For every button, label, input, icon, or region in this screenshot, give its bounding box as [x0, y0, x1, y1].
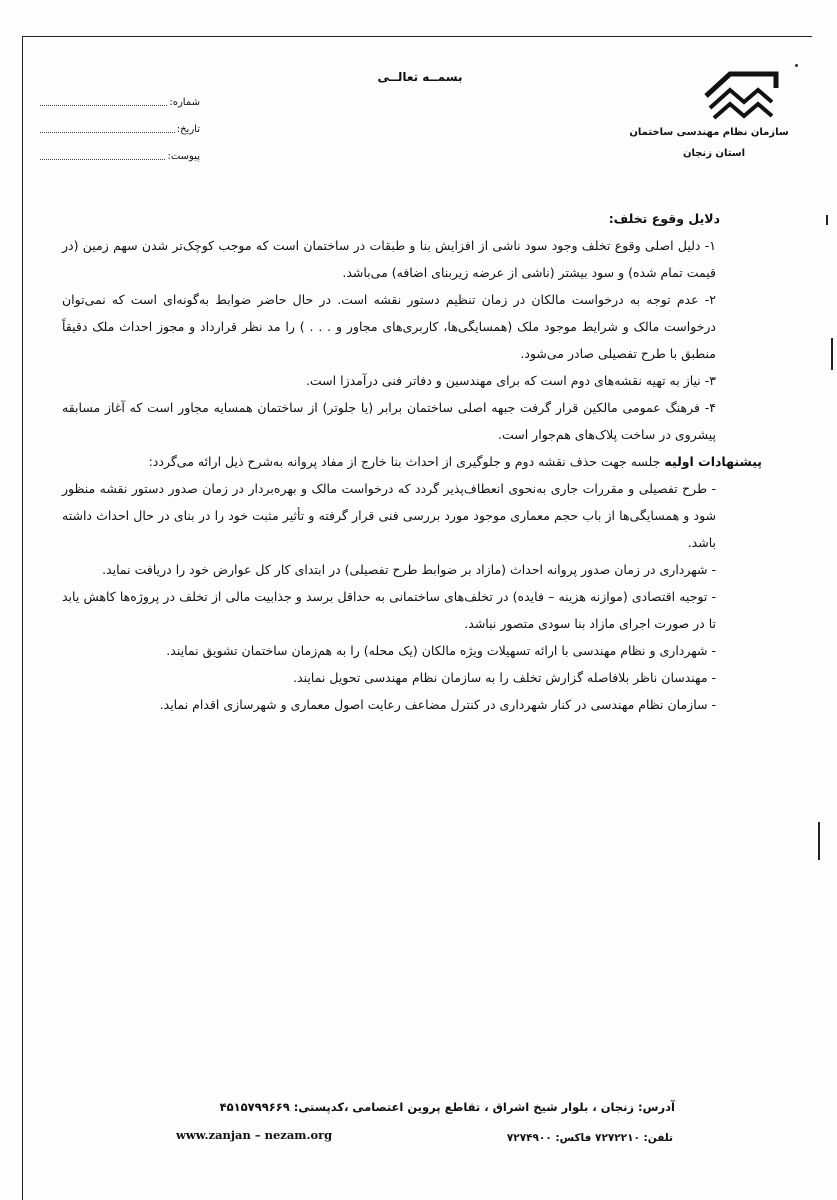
- reason-item-3: ۳- نیاز به تهیه نقشه‌های دوم است که برای مهندسین و دفاتر فنی درآمدزا است.: [305, 373, 716, 388]
- footer-website: www.zanjan – nezam.org: [176, 1128, 333, 1142]
- letter-number-field: [40, 97, 200, 108]
- letter-body: [62, 205, 762, 718]
- suggestion-item-6: - سازمان نظام مهندسی در کنار شهرداری در کنترل مضاعف رعایت اصول معماری و شهرسازی اقدام نماید.: [159, 697, 716, 712]
- letter-date-label: تاریخ:: [176, 124, 200, 135]
- nezam-logo-icon: [700, 66, 780, 122]
- dotted-line: [40, 97, 167, 106]
- letter-number-label: شماره:: [169, 97, 200, 108]
- reason-item-4: ۴- فرهنگ عمومی مالکین قرار گرفت جبهه اصلی ساختمان برابر (یا جلوتر) از ساختمان همسایه مجاور است که آغاز مسابقه پیشروی در ساخت پلاک‌های هم‌جوار است.: [62, 400, 716, 442]
- suggestions-heading: پیشنهادات اولیه: [664, 454, 762, 469]
- footer-address: آدرس: زنجان ، بلوار شیخ اشراق ، تقاطع پروین اعتصامی ،کدپستی: ۴۵۱۵۷۹۹۶۶۹: [219, 1100, 675, 1114]
- letter-date-field: [40, 124, 200, 135]
- org-name: سازمان نظام مهندسی ساختمان: [629, 127, 789, 138]
- suggestion-item-5: - مهندسان ناظر بلافاصله گزارش تخلف را به سازمان نظام مهندسی تحویل نمایند.: [293, 670, 716, 685]
- suggestions-intro: [62, 448, 762, 475]
- dotted-line: [40, 124, 175, 133]
- suggestions-intro-text: جلسه جهت حذف نقشه دوم و جلوگیری از احداث بنا خارج از مفاد پروانه به‌شرح ذیل ارائه می‌گردد:: [148, 454, 665, 469]
- suggestion-item-1: - طرح تفصیلی و مقررات جاری به‌نحوی انعطاف‌پذیر گردد که درخواست مالک و بهره‌بردار در زمان صدور دستور نقشه منظور شود و همسایگی‌ها از باب حجم معماری موجود مورد بررسی فنی قرار گرفته و تأثیر مثبت خود را در بنای در حال احداث داشته باشد.: [62, 481, 716, 550]
- reasons-heading: دلایل وقوع تخلف:: [608, 211, 720, 226]
- org-province: استان زنجان: [682, 148, 746, 159]
- suggestion-item-4: - شهرداری و نظام مهندسی با ارائه تسهیلات ویژه مالکان (یک محله) را به هم‌زمان ساختمان تشویق نمایند.: [166, 643, 716, 658]
- letter-attachment-field: [40, 151, 200, 162]
- dotted-line: [40, 151, 165, 160]
- reason-item-2: ۲- عدم توجه به درخواست مالکان در زمان تنظیم دستور نقشه است. در حال حاضر ضوابط به‌گونه‌ای است که نمی‌توان درخواست مالک و شرایط موجود ملک (همسایگی‌ها، کاربری‌های مجاور و . . . ) را مد نظر قرارداد و مجوز احداث ملک دقیقاً منطبق با طرح تفصیلی صادر می‌شود.: [62, 292, 716, 361]
- footer-phones: تلفن: ۷۲۷۲۲۱۰ فاکس: ۷۲۷۴۹۰۰: [506, 1132, 673, 1144]
- scan-dot: [795, 64, 798, 67]
- scan-edge-mark: [831, 338, 833, 370]
- scan-edge-mark: [818, 822, 820, 860]
- basmala-heading: بسمــه تعالــی: [377, 70, 463, 84]
- reason-item-1: ۱- دلیل اصلی وقوع تخلف وجود سود ناشی از افزایش بنا و طبقات در ساختمان است که موجب کوچک‌تر شدن سهم زمین (در قیمت تمام شده) و سود بیشتر (ناشی از عرضه زیربنای اضافه) می‌باشد.: [62, 238, 716, 280]
- letter-attachment-label: پیوست:: [167, 151, 200, 162]
- page-border-top: [22, 36, 812, 37]
- suggestion-item-2: - شهرداری در زمان صدور پروانه احداث (مازاد بر ضوابط طرح تفصیلی) در ابتدای کار کل عوارض خود را دریافت نماید.: [102, 562, 716, 577]
- suggestion-item-3: - توجیه اقتصادی (موازنه هزینه – فایده) در تخلف‌های ساختمانی به حداقل برسد و جذابیت مالی از تخلف در پروژه‌ها کاهش یابد تا در صورت اجرای مازاد بنا سودی متصور نباشد.: [62, 589, 716, 631]
- scan-edge-mark: [826, 215, 828, 225]
- page-border-left: [22, 36, 23, 1200]
